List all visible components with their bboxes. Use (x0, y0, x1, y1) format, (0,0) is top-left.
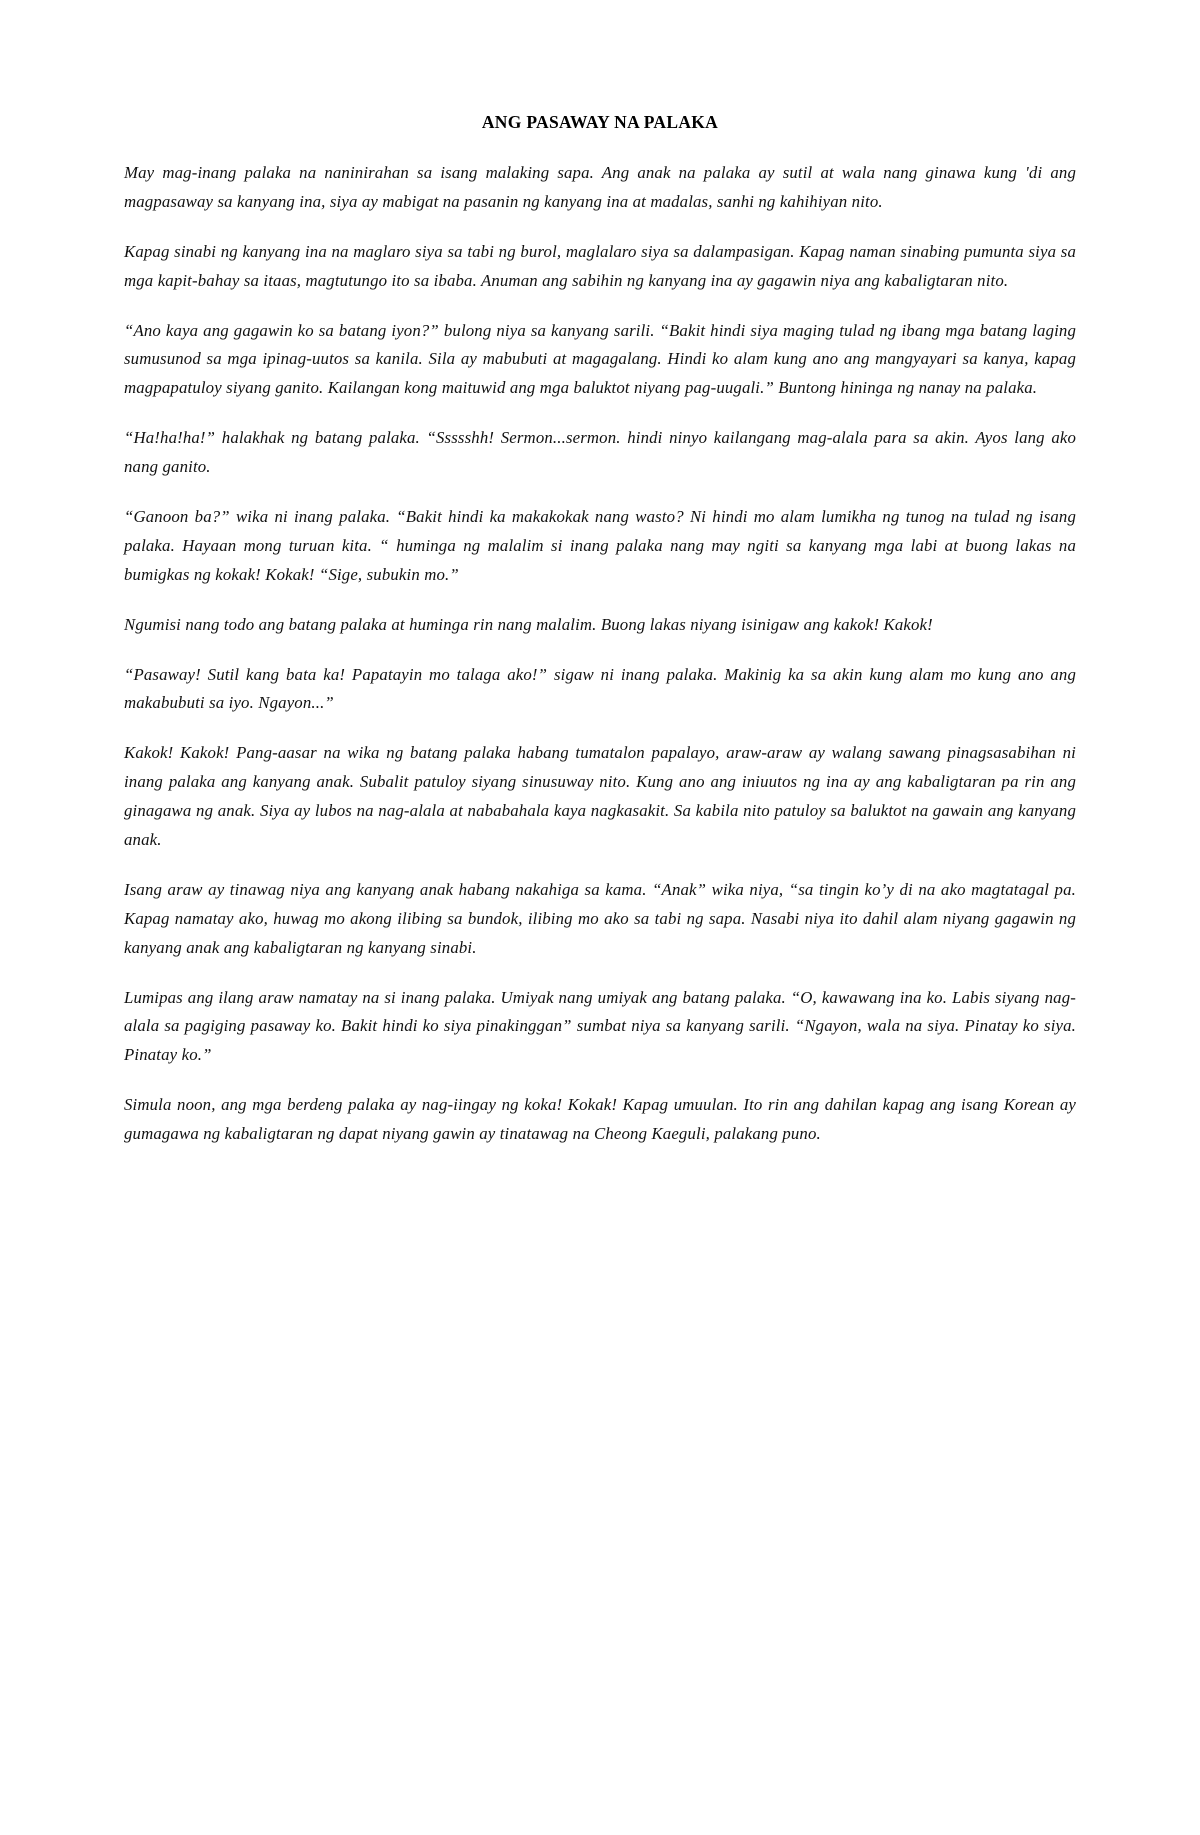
paragraph: Ngumisi nang todo ang batang palaka at huminga rin nang malalim. Buong lakas niyang isinigaw ang kakok! Kakok! (124, 614, 933, 634)
document-body (124, 159, 1076, 1149)
paragraph: Kapag sinabi ng kanyang ina na maglaro siya sa tabi ng burol, maglalaro siya sa dalampasigan. Kapag naman sinabing pumunta siya sa mga kapit-bahay sa itaas, magtutungo ito sa ibaba. Anuman ang sabihin ng kanyang ina ay gagawin niya ang kabaligtaran nito. (124, 241, 1076, 290)
paragraph: Simula noon, ang mga berdeng palaka ay nag-iingay ng koka! Kokak! Kapag umuulan. Ito rin ang dahilan kapag ang isang Korean ay gumagawa ng kabaligtaran ng dapat niyang gawin ay tinatawag na Cheong Kaeguli, palakang puno. (124, 1095, 1076, 1144)
page-title: ANG PASAWAY NA PALAKA (481, 112, 719, 132)
paragraph: “Pasaway! Sutil kang bata ka! Papatayin mo talaga ako!” sigaw ni inang palaka. Makinig ka sa akin kung alam mo kung ano ang makabubuti sa iyo. Ngayon...” (124, 664, 1076, 713)
paragraph: “Ganoon ba?” wika ni inang palaka. “Bakit hindi ka makakokak nang wasto? Ni hindi mo alam lumikha ng tunog na tulad ng isang palaka. Hayaan mong turuan kita. “ huminga ng malalim si inang palaka nang may ngiti sa kanyang mga labi at buong lakas na bumigkas ng kokak! Kokak! “Sige, subukin mo.” (124, 507, 1076, 584)
paragraph: Kakok! Kakok! Pang-aasar na wika ng batang palaka habang tumatalon papalayo, araw-araw ay walang sawang pinagsasabihan ni inang palaka ang kanyang anak. Subalit patuloy siyang sinusuway nito. Kung ano ang iniuutos ng ina ay ang kabaligtaran pa rin ang ginagawa ng anak. Siya ay lubos na nag-alala at nababahala kaya nagkasakit. Sa kabila nito patuloy sa baluktot na gawain ang kanyang anak. (124, 743, 1076, 850)
paragraph: Lumipas ang ilang araw namatay na si inang palaka. Umiyak nang umiyak ang batang palaka. “O, kawawang ina ko. Labis siyang nag-alala sa pagiging pasaway ko. Bakit hindi ko siya pinakinggan” sumbat niya sa kanyang sarili. “Ngayon, wala na siya. Pinatay ko siya. Pinatay ko.” (124, 987, 1076, 1065)
paragraph: “Ha!ha!ha!” halakhak ng batang palaka. “Ssssshh! Sermon...sermon. hindi ninyo kailangang mag-alala para sa akin. Ayos lang ako nang ganito. (124, 428, 1076, 477)
paragraph: Isang araw ay tinawag niya ang kanyang anak habang nakahiga sa kama. “Anak” wika niya, “sa tingin ko’y di na ako magtatagal pa. Kapag namatay ako, huwag mo akong ilibing sa bundok, ilibing mo ako sa tabi ng sapa. Nasabi niya ito dahil alam niyang gagawin ng kanyang anak ang kabaligtaran ng kanyang sinabi. (124, 879, 1076, 957)
paragraph: May mag-inang palaka na naninirahan sa isang malaking sapa. Ang anak na palaka ay sutil at wala nang ginawa kung 'di ang magpasaway sa kanyang ina, siya ay mabigat na pasanin ng kanyang ina at madalas, sanhi ng kahihiyan nito. (124, 163, 1076, 211)
paragraph: “Ano kaya ang gagawin ko sa batang iyon?” bulong niya sa kanyang sarili. “Bakit hindi siya maging tulad ng ibang mga batang laging sumusunod sa mga ipinag-uutos sa kanila. Sila ay mabubuti at magagalang. Hindi ko alam kung ano ang mangyayari sa kanya, kapag magpapatuloy siyang ganito. Kailangan kong maituwid ang mga baluktot niyang pag-uugali.” Buntong hininga ng nanay na palaka. (124, 320, 1076, 398)
